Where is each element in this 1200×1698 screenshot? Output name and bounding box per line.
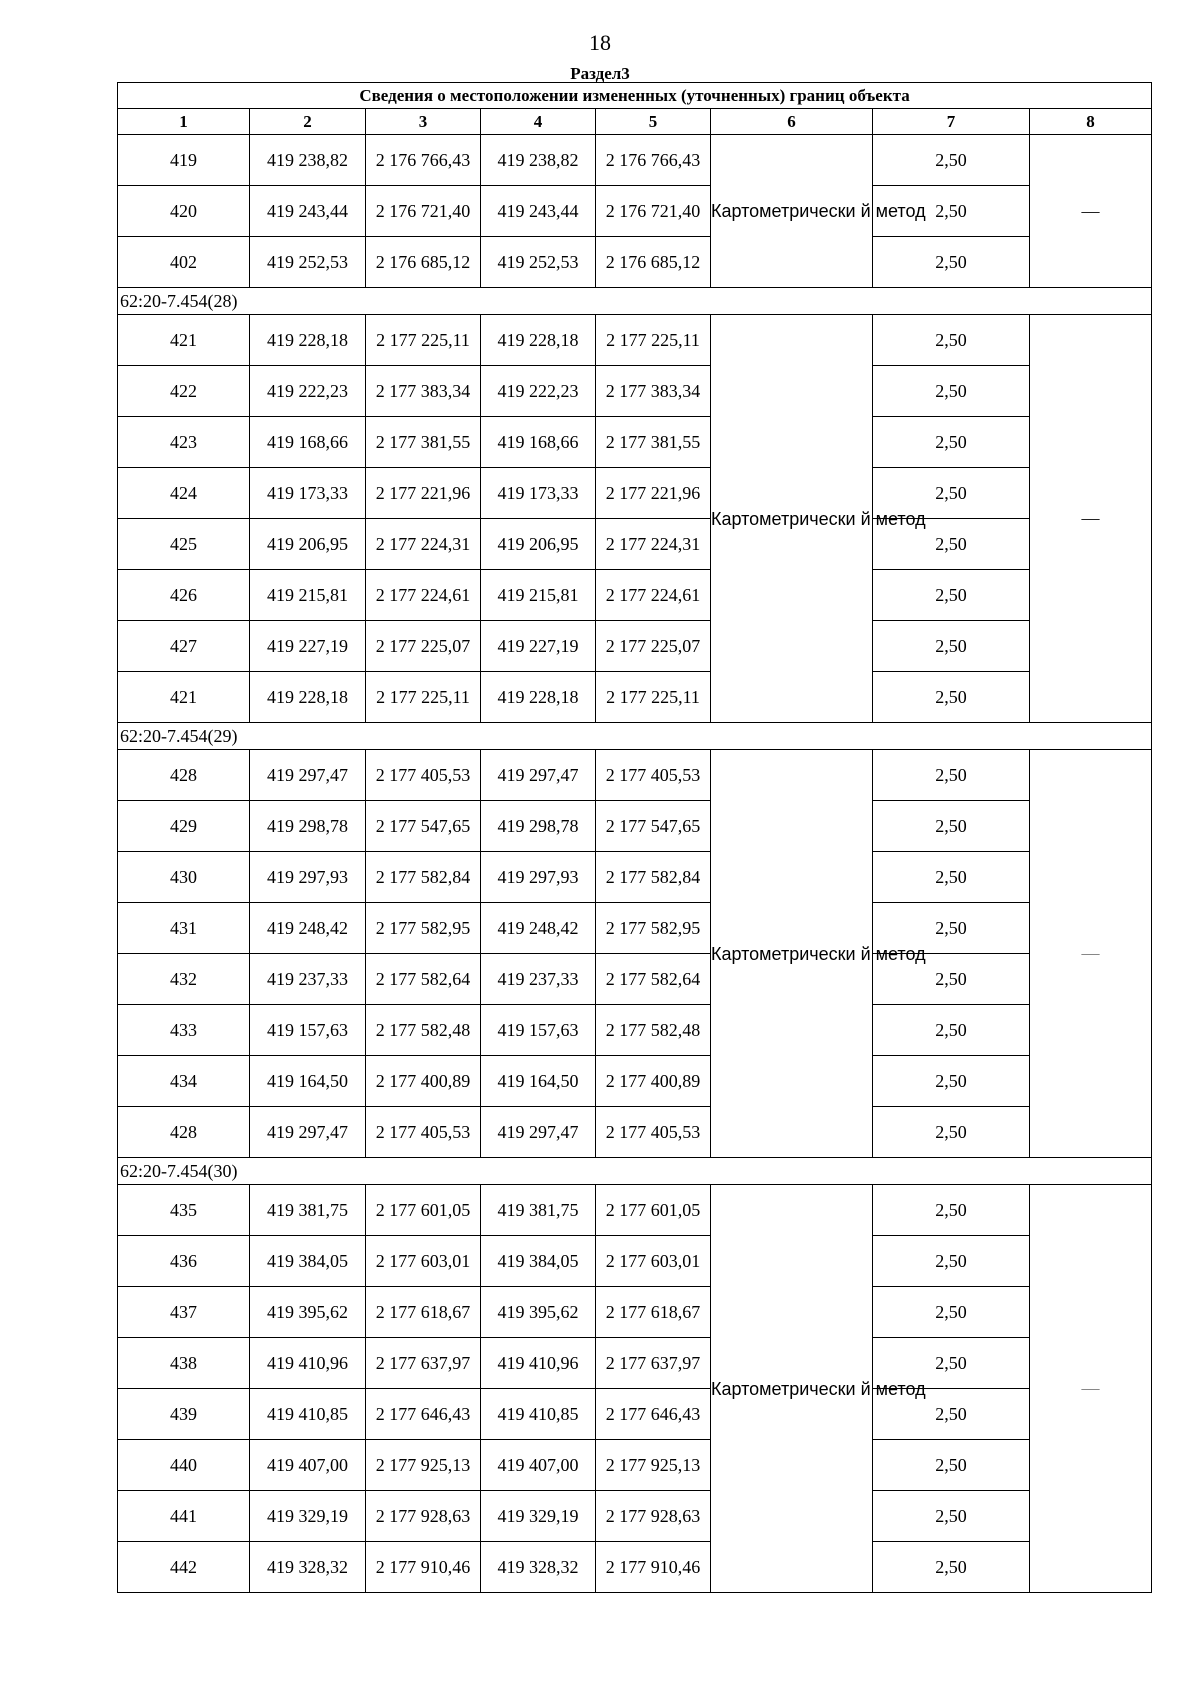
accuracy-cell: 2,50 — [873, 417, 1030, 468]
point-number-cell: 428 — [118, 750, 250, 801]
column-header: 2 — [250, 109, 366, 135]
column-header: 5 — [596, 109, 711, 135]
x-coord-cell: 419 381,75 — [250, 1185, 366, 1236]
table-row — [118, 519, 1152, 570]
x-coord-cell: 419 164,50 — [250, 1056, 366, 1107]
y-coord-cell: 2 177 582,48 — [596, 1005, 711, 1056]
accuracy-cell: 2,50 — [873, 1542, 1030, 1593]
y-coord-cell: 2 176 685,12 — [596, 237, 711, 288]
table-row — [118, 315, 1152, 366]
x-coord-cell: 419 381,75 — [481, 1185, 596, 1236]
point-number-cell: 420 — [118, 186, 250, 237]
accuracy-cell: 2,50 — [873, 801, 1030, 852]
y-coord-cell: 2 176 766,43 — [366, 135, 481, 186]
x-coord-cell: 419 297,47 — [481, 1107, 596, 1158]
x-coord-cell: 419 215,81 — [250, 570, 366, 621]
x-coord-cell: 419 238,82 — [481, 135, 596, 186]
column-header: 8 — [1030, 109, 1152, 135]
point-number-cell: 430 — [118, 852, 250, 903]
y-coord-cell: 2 177 925,13 — [596, 1440, 711, 1491]
y-coord-cell: 2 177 405,53 — [366, 750, 481, 801]
accuracy-cell: 2,50 — [873, 672, 1030, 723]
y-coord-cell: 2 177 582,64 — [366, 954, 481, 1005]
x-coord-cell: 419 168,66 — [250, 417, 366, 468]
x-coord-cell: 419 297,47 — [481, 750, 596, 801]
y-coord-cell: 2 177 225,07 — [366, 621, 481, 672]
table-row — [118, 672, 1152, 723]
x-coord-cell: 419 329,19 — [250, 1491, 366, 1542]
y-coord-cell: 2 177 405,53 — [366, 1107, 481, 1158]
x-coord-cell: 419 328,32 — [250, 1542, 366, 1593]
x-coord-cell: 419 407,00 — [250, 1440, 366, 1491]
x-coord-cell: 419 222,23 — [250, 366, 366, 417]
x-coord-cell: 419 297,93 — [250, 852, 366, 903]
accuracy-cell: 2,50 — [873, 315, 1030, 366]
y-coord-cell: 2 177 383,34 — [596, 366, 711, 417]
table-row — [118, 1056, 1152, 1107]
group-label: 62:20-7.454(29) — [118, 723, 1152, 750]
y-coord-cell: 2 177 582,64 — [596, 954, 711, 1005]
x-coord-cell: 419 297,47 — [250, 1107, 366, 1158]
x-coord-cell: 419 173,33 — [250, 468, 366, 519]
y-coord-cell: 2 177 618,67 — [366, 1287, 481, 1338]
y-coord-cell: 2 177 383,34 — [366, 366, 481, 417]
accuracy-cell: 2,50 — [873, 1491, 1030, 1542]
accuracy-cell: 2,50 — [873, 1287, 1030, 1338]
point-number-cell: 439 — [118, 1389, 250, 1440]
x-coord-cell: 419 248,42 — [481, 903, 596, 954]
x-coord-cell: 419 157,63 — [250, 1005, 366, 1056]
point-number-cell: 422 — [118, 366, 250, 417]
table-row — [118, 468, 1152, 519]
x-coord-cell: 419 329,19 — [481, 1491, 596, 1542]
table-row — [118, 366, 1152, 417]
y-coord-cell: 2 177 225,07 — [596, 621, 711, 672]
table-row — [118, 1236, 1152, 1287]
table-row — [118, 903, 1152, 954]
point-number-cell: 435 — [118, 1185, 250, 1236]
x-coord-cell: 419 298,78 — [481, 801, 596, 852]
accuracy-cell: 2,50 — [873, 750, 1030, 801]
boundary-coordinates-table — [117, 82, 1152, 1593]
x-coord-cell: 419 164,50 — [481, 1056, 596, 1107]
y-coord-cell: 2 177 637,97 — [596, 1338, 711, 1389]
column-header: 4 — [481, 109, 596, 135]
method-cell: Картометрически й метод — [711, 1185, 873, 1593]
table-row — [118, 1107, 1152, 1158]
point-number-cell: 433 — [118, 1005, 250, 1056]
accuracy-cell: 2,50 — [873, 468, 1030, 519]
y-coord-cell: 2 177 547,65 — [366, 801, 481, 852]
x-coord-cell: 419 173,33 — [481, 468, 596, 519]
column-header-row — [118, 109, 1152, 135]
y-coord-cell: 2 177 400,89 — [366, 1056, 481, 1107]
column-8-cell: — — [1030, 315, 1152, 723]
table-row — [118, 1440, 1152, 1491]
accuracy-cell: 2,50 — [873, 1440, 1030, 1491]
x-coord-cell: 419 410,85 — [481, 1389, 596, 1440]
x-coord-cell: 419 243,44 — [250, 186, 366, 237]
accuracy-cell: 2,50 — [873, 1005, 1030, 1056]
table-row — [118, 237, 1152, 288]
group-label: 62:20-7.454(28) — [118, 288, 1152, 315]
method-cell: Картометрически й метод — [711, 315, 873, 723]
y-coord-cell: 2 177 224,31 — [366, 519, 481, 570]
accuracy-cell: 2,50 — [873, 1236, 1030, 1287]
y-coord-cell: 2 176 721,40 — [366, 186, 481, 237]
table-row — [118, 1185, 1152, 1236]
point-number-cell: 434 — [118, 1056, 250, 1107]
group-label-row — [118, 288, 1152, 315]
x-coord-cell: 419 410,96 — [250, 1338, 366, 1389]
point-number-cell: 442 — [118, 1542, 250, 1593]
page-number: 18 — [589, 30, 611, 55]
point-number-cell: 423 — [118, 417, 250, 468]
x-coord-cell: 419 298,78 — [250, 801, 366, 852]
accuracy-cell: 2,50 — [873, 366, 1030, 417]
x-coord-cell: 419 222,23 — [481, 366, 596, 417]
accuracy-cell: 2,50 — [873, 903, 1030, 954]
y-coord-cell: 2 177 603,01 — [596, 1236, 711, 1287]
point-number-cell: 427 — [118, 621, 250, 672]
x-coord-cell: 419 297,93 — [481, 852, 596, 903]
x-coord-cell: 419 410,85 — [250, 1389, 366, 1440]
accuracy-cell: 2,50 — [873, 852, 1030, 903]
x-coord-cell: 419 238,82 — [250, 135, 366, 186]
y-coord-cell: 2 177 603,01 — [366, 1236, 481, 1287]
x-coord-cell: 419 206,95 — [250, 519, 366, 570]
x-coord-cell: 419 410,96 — [481, 1338, 596, 1389]
accuracy-cell: 2,50 — [873, 519, 1030, 570]
y-coord-cell: 2 177 582,48 — [366, 1005, 481, 1056]
accuracy-cell: 2,50 — [873, 570, 1030, 621]
x-coord-cell: 419 227,19 — [250, 621, 366, 672]
x-coord-cell: 419 228,18 — [481, 672, 596, 723]
y-coord-cell: 2 177 405,53 — [596, 750, 711, 801]
y-coord-cell: 2 177 400,89 — [596, 1056, 711, 1107]
y-coord-cell: 2 177 925,13 — [366, 1440, 481, 1491]
accuracy-cell: 2,50 — [873, 237, 1030, 288]
point-number-cell: 421 — [118, 672, 250, 723]
table-row — [118, 852, 1152, 903]
accuracy-cell: 2,50 — [873, 621, 1030, 672]
table-caption: Сведения о местоположении измененных (уточненных) границ объекта — [118, 83, 1152, 109]
point-number-cell: 438 — [118, 1338, 250, 1389]
y-coord-cell: 2 177 618,67 — [596, 1287, 711, 1338]
accuracy-cell: 2,50 — [873, 1389, 1030, 1440]
point-number-cell: 419 — [118, 135, 250, 186]
point-number-cell: 421 — [118, 315, 250, 366]
group-label-row — [118, 1158, 1152, 1185]
table-row — [118, 954, 1152, 1005]
y-coord-cell: 2 177 381,55 — [366, 417, 481, 468]
y-coord-cell: 2 177 637,97 — [366, 1338, 481, 1389]
y-coord-cell: 2 177 601,05 — [596, 1185, 711, 1236]
x-coord-cell: 419 395,62 — [481, 1287, 596, 1338]
x-coord-cell: 419 206,95 — [481, 519, 596, 570]
point-number-cell: 428 — [118, 1107, 250, 1158]
y-coord-cell: 2 177 381,55 — [596, 417, 711, 468]
y-coord-cell: 2 177 224,61 — [596, 570, 711, 621]
x-coord-cell: 419 157,63 — [481, 1005, 596, 1056]
x-coord-cell: 419 237,33 — [250, 954, 366, 1005]
x-coord-cell: 419 228,18 — [250, 672, 366, 723]
y-coord-cell: 2 176 721,40 — [596, 186, 711, 237]
x-coord-cell: 419 243,44 — [481, 186, 596, 237]
y-coord-cell: 2 177 221,96 — [366, 468, 481, 519]
y-coord-cell: 2 177 224,61 — [366, 570, 481, 621]
section-title: Раздел3 — [570, 64, 630, 83]
x-coord-cell: 419 228,18 — [250, 315, 366, 366]
y-coord-cell: 2 177 646,43 — [366, 1389, 481, 1440]
method-cell: Картометрически й метод — [711, 750, 873, 1158]
y-coord-cell: 2 177 225,11 — [366, 315, 481, 366]
table-row — [118, 621, 1152, 672]
y-coord-cell: 2 176 685,12 — [366, 237, 481, 288]
column-header: 1 — [118, 109, 250, 135]
y-coord-cell: 2 177 225,11 — [596, 672, 711, 723]
point-number-cell: 432 — [118, 954, 250, 1005]
table-row — [118, 801, 1152, 852]
x-coord-cell: 419 215,81 — [481, 570, 596, 621]
point-number-cell: 425 — [118, 519, 250, 570]
y-coord-cell: 2 177 224,31 — [596, 519, 711, 570]
column-header: 7 — [873, 109, 1030, 135]
y-coord-cell: 2 177 582,95 — [596, 903, 711, 954]
point-number-cell: 402 — [118, 237, 250, 288]
y-coord-cell: 2 177 225,11 — [596, 315, 711, 366]
y-coord-cell: 2 177 928,63 — [366, 1491, 481, 1542]
point-number-cell: 440 — [118, 1440, 250, 1491]
point-number-cell: 429 — [118, 801, 250, 852]
x-coord-cell: 419 395,62 — [250, 1287, 366, 1338]
x-coord-cell: 419 328,32 — [481, 1542, 596, 1593]
column-8-cell: — — [1030, 135, 1152, 288]
x-coord-cell: 419 237,33 — [481, 954, 596, 1005]
column-8-cell: — — [1030, 750, 1152, 1158]
table-row — [118, 1491, 1152, 1542]
table-row — [118, 1287, 1152, 1338]
table-row — [118, 417, 1152, 468]
group-label: 62:20-7.454(30) — [118, 1158, 1152, 1185]
x-coord-cell: 419 227,19 — [481, 621, 596, 672]
accuracy-cell: 2,50 — [873, 1056, 1030, 1107]
point-number-cell: 436 — [118, 1236, 250, 1287]
y-coord-cell: 2 177 221,96 — [596, 468, 711, 519]
column-8-cell: — — [1030, 1185, 1152, 1593]
group-label-row — [118, 723, 1152, 750]
y-coord-cell: 2 176 766,43 — [596, 135, 711, 186]
column-header: 3 — [366, 109, 481, 135]
x-coord-cell: 419 228,18 — [481, 315, 596, 366]
y-coord-cell: 2 177 910,46 — [596, 1542, 711, 1593]
x-coord-cell: 419 407,00 — [481, 1440, 596, 1491]
x-coord-cell: 419 248,42 — [250, 903, 366, 954]
y-coord-cell: 2 177 646,43 — [596, 1389, 711, 1440]
x-coord-cell: 419 252,53 — [481, 237, 596, 288]
table-row — [118, 1542, 1152, 1593]
y-coord-cell: 2 177 910,46 — [366, 1542, 481, 1593]
point-number-cell: 424 — [118, 468, 250, 519]
accuracy-cell: 2,50 — [873, 135, 1030, 186]
accuracy-cell: 2,50 — [873, 1338, 1030, 1389]
y-coord-cell: 2 177 405,53 — [596, 1107, 711, 1158]
accuracy-cell: 2,50 — [873, 1185, 1030, 1236]
table-row — [118, 1338, 1152, 1389]
table-row — [118, 750, 1152, 801]
x-coord-cell: 419 168,66 — [481, 417, 596, 468]
accuracy-cell: 2,50 — [873, 954, 1030, 1005]
y-coord-cell: 2 177 601,05 — [366, 1185, 481, 1236]
y-coord-cell: 2 177 582,84 — [596, 852, 711, 903]
y-coord-cell: 2 177 582,84 — [366, 852, 481, 903]
y-coord-cell: 2 177 582,95 — [366, 903, 481, 954]
x-coord-cell: 419 297,47 — [250, 750, 366, 801]
y-coord-cell: 2 177 225,11 — [366, 672, 481, 723]
method-cell: Картометрически й метод — [711, 135, 873, 288]
y-coord-cell: 2 177 928,63 — [596, 1491, 711, 1542]
point-number-cell: 426 — [118, 570, 250, 621]
point-number-cell: 431 — [118, 903, 250, 954]
accuracy-cell: 2,50 — [873, 1107, 1030, 1158]
x-coord-cell: 419 252,53 — [250, 237, 366, 288]
column-header: 6 — [711, 109, 873, 135]
table-row — [118, 135, 1152, 186]
accuracy-cell: 2,50 — [873, 186, 1030, 237]
x-coord-cell: 419 384,05 — [481, 1236, 596, 1287]
x-coord-cell: 419 384,05 — [250, 1236, 366, 1287]
table-row — [118, 1005, 1152, 1056]
table-row — [118, 186, 1152, 237]
point-number-cell: 437 — [118, 1287, 250, 1338]
point-number-cell: 441 — [118, 1491, 250, 1542]
table-row — [118, 570, 1152, 621]
y-coord-cell: 2 177 547,65 — [596, 801, 711, 852]
table-row — [118, 1389, 1152, 1440]
